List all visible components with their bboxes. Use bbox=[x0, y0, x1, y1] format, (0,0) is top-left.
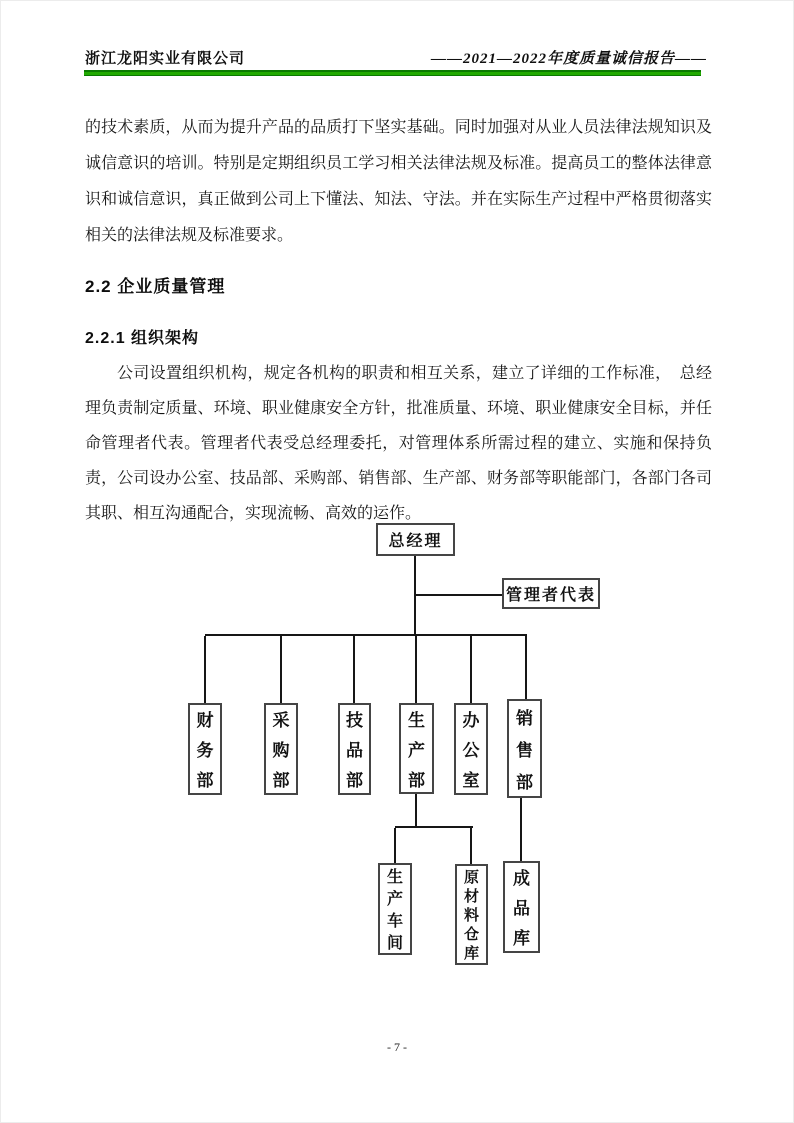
orgchart-connector-sales-down bbox=[520, 798, 522, 861]
orgchart-node-finished-goods-warehouse: 成品库 bbox=[503, 861, 540, 953]
orgchart-connector-distribution bbox=[205, 634, 527, 636]
page-number: - 7 - bbox=[387, 1040, 407, 1054]
orgchart-connector-drop-finance bbox=[204, 636, 206, 703]
orgchart-node-management-representative: 管理者代表 bbox=[502, 578, 600, 609]
orgchart-node-raw-material-warehouse: 原材料仓库 bbox=[455, 864, 488, 965]
orgchart-node-production-workshop: 生产车间 bbox=[378, 863, 412, 955]
orgchart-connector-to-mgmt-rep bbox=[415, 594, 502, 596]
orgchart-node-finance-dept: 财务部 bbox=[188, 703, 222, 795]
orgchart-node-general-manager: 总经理 bbox=[376, 523, 455, 556]
orgchart-connector-drop-workshop bbox=[394, 828, 396, 863]
orgchart-node-purchasing-dept: 采购部 bbox=[264, 703, 298, 795]
orgchart-connector-drop-office bbox=[470, 636, 472, 703]
orgchart-connector-trunk bbox=[414, 556, 416, 636]
orgchart-connector-drop-production bbox=[415, 636, 417, 703]
orgchart-connector-drop-tech bbox=[353, 636, 355, 703]
orgchart-node-sales-dept: 销售部 bbox=[507, 699, 542, 798]
header-company-name: 浙江龙阳实业有限公司 bbox=[85, 50, 246, 67]
orgchart-connector-production-down bbox=[415, 794, 417, 827]
header-report-title: ——2021—2022年度质量诚信报告—— bbox=[430, 51, 707, 67]
orgchart-connector-drop-purchasing bbox=[280, 636, 282, 703]
heading-2-2: 2.2 企业质量管理 bbox=[85, 277, 226, 296]
orgchart-node-office: 办公室 bbox=[454, 703, 488, 795]
orgchart-node-production-dept: 生产部 bbox=[399, 703, 434, 794]
orgchart-connector-production-branch bbox=[395, 826, 473, 828]
paragraph-legal-training: 的技术素质，从而为提升产品的品质打下坚实基础。同时加强对从业人员法律法规知识及诚信意识的培训。特别是定期组织员工学习相关法律法规及标准。提高员工的整体法律意识和诚信意识，真正做到公司上下懂法、知法、守法。并在实际生产过程中严格贯彻落实相关的法律法规及标准要求。 bbox=[85, 119, 712, 244]
orgchart-node-tech-quality-dept: 技品部 bbox=[338, 703, 371, 795]
orgchart-connector-drop-raw-material bbox=[470, 828, 472, 864]
paragraph-org-structure: 公司设置组织机构，规定各机构的职责和相互关系，建立了详细的工作标准， 总经理负责制定质量、环境、职业健康安全方针，批准质量、环境、职业健康安全目标，并任命管理者代表。管理者代表受总经理委托，对管理体系所需过程的建立、实施和保持负责，公司设办公室、技品部、采购部、销售部、生产部、财务部等职能部门，各部门各司其职、相互沟通配合，实现流畅、高效的运作。 bbox=[85, 365, 712, 522]
heading-2-2-1: 2.2.1 组织架构 bbox=[85, 330, 200, 347]
header-green-rule bbox=[84, 70, 701, 76]
orgchart-connector-drop-sales bbox=[525, 636, 527, 699]
